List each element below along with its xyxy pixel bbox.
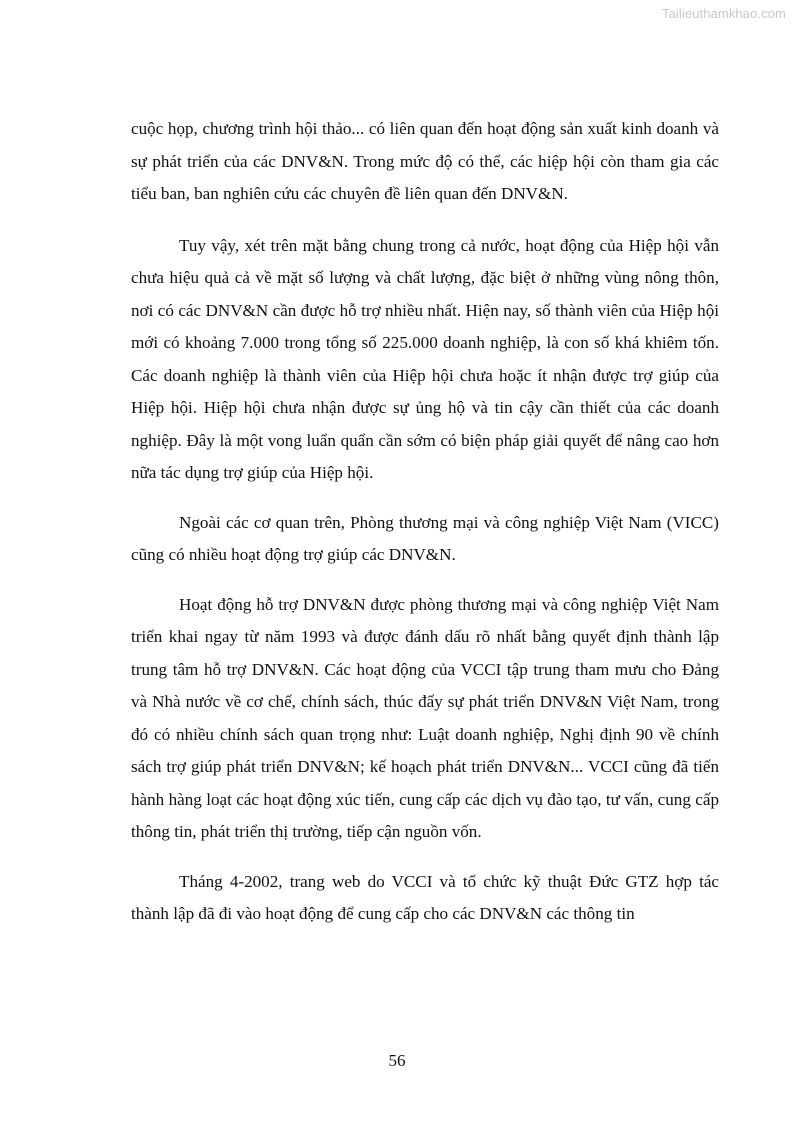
document-body <box>131 113 719 948</box>
paragraph-1: cuộc họp, chương trình hội thảo... có liên quan đến hoạt động sản xuất kinh doanh và sự phát triển của các DNV&N. Trong mức độ có thể, các hiệp hội còn tham gia các tiểu ban, ban nghiên cứu các chuyên đề liên quan đến DNV&N. <box>131 119 719 203</box>
paragraph-2: Tuy vậy, xét trên mặt bằng chung trong cả nước, hoạt động của Hiệp hội vẫn chưa hiệu quả cả về mặt số lượng và chất lượng, đặc biệt ở những vùng nông thôn, nơi có các DNV&N cần được hỗ trợ nhiều nhất. Hiện nay, số thành viên của Hiệp hội mới có khoảng 7.000 trong tổng số 225.000 doanh nghiệp, là con số khá khiêm tốn. Các doanh nghiệp là thành viên của Hiệp hội chưa hoặc ít nhận được trợ giúp của Hiệp hội. Hiệp hội chưa nhận được sự ủng hộ và tin cậy cần thiết của các doanh nghiệp. Đây là một vong luẩn quẩn cần sớm có biện pháp giải quyết để nâng cao hơn nữa tác dụng trợ giúp của Hiệp hội. <box>131 235 719 482</box>
paragraph-3: Ngoài các cơ quan trên, Phòng thương mại và công nghiệp Việt Nam (VICC) cũng có nhiều hoạt động trợ giúp các DNV&N. <box>131 512 719 564</box>
paragraph-4: Hoạt động hỗ trợ DNV&N được phòng thương mại và công nghiệp Việt Nam triển khai ngay từ năm 1993 và được đánh dấu rõ nhất bằng quyết định thành lập trung tâm hỗ trợ DNV&N. Các hoạt động của VCCI tập trung tham mưu cho Đảng và Nhà nước về cơ chế, chính sách, thúc đẩy sự phát triển DNV&N Việt Nam, trong đó có nhiều chính sách quan trọng như: Luật doanh nghiệp, Nghị định 90 về chính sách trợ giúp phát triển DNV&N; kế hoạch phát triển DNV&N... VCCI cũng đã tiến hành hàng loạt các hoạt động xúc tiến, cung cấp các dịch vụ đào tạo, tư vấn, cung cấp thông tin, phát triển thị trường, tiếp cận nguồn vốn. <box>131 594 719 841</box>
page-number: 56 <box>388 1051 406 1070</box>
watermark-text: Tailieuthamkhao.com <box>661 6 786 21</box>
paragraph-5: Tháng 4-2002, trang web do VCCI và tổ chức kỹ thuật Đức GTZ hợp tác thành lập đã đi vào hoạt động để cung cấp cho các DNV&N các thông tin <box>131 871 719 923</box>
